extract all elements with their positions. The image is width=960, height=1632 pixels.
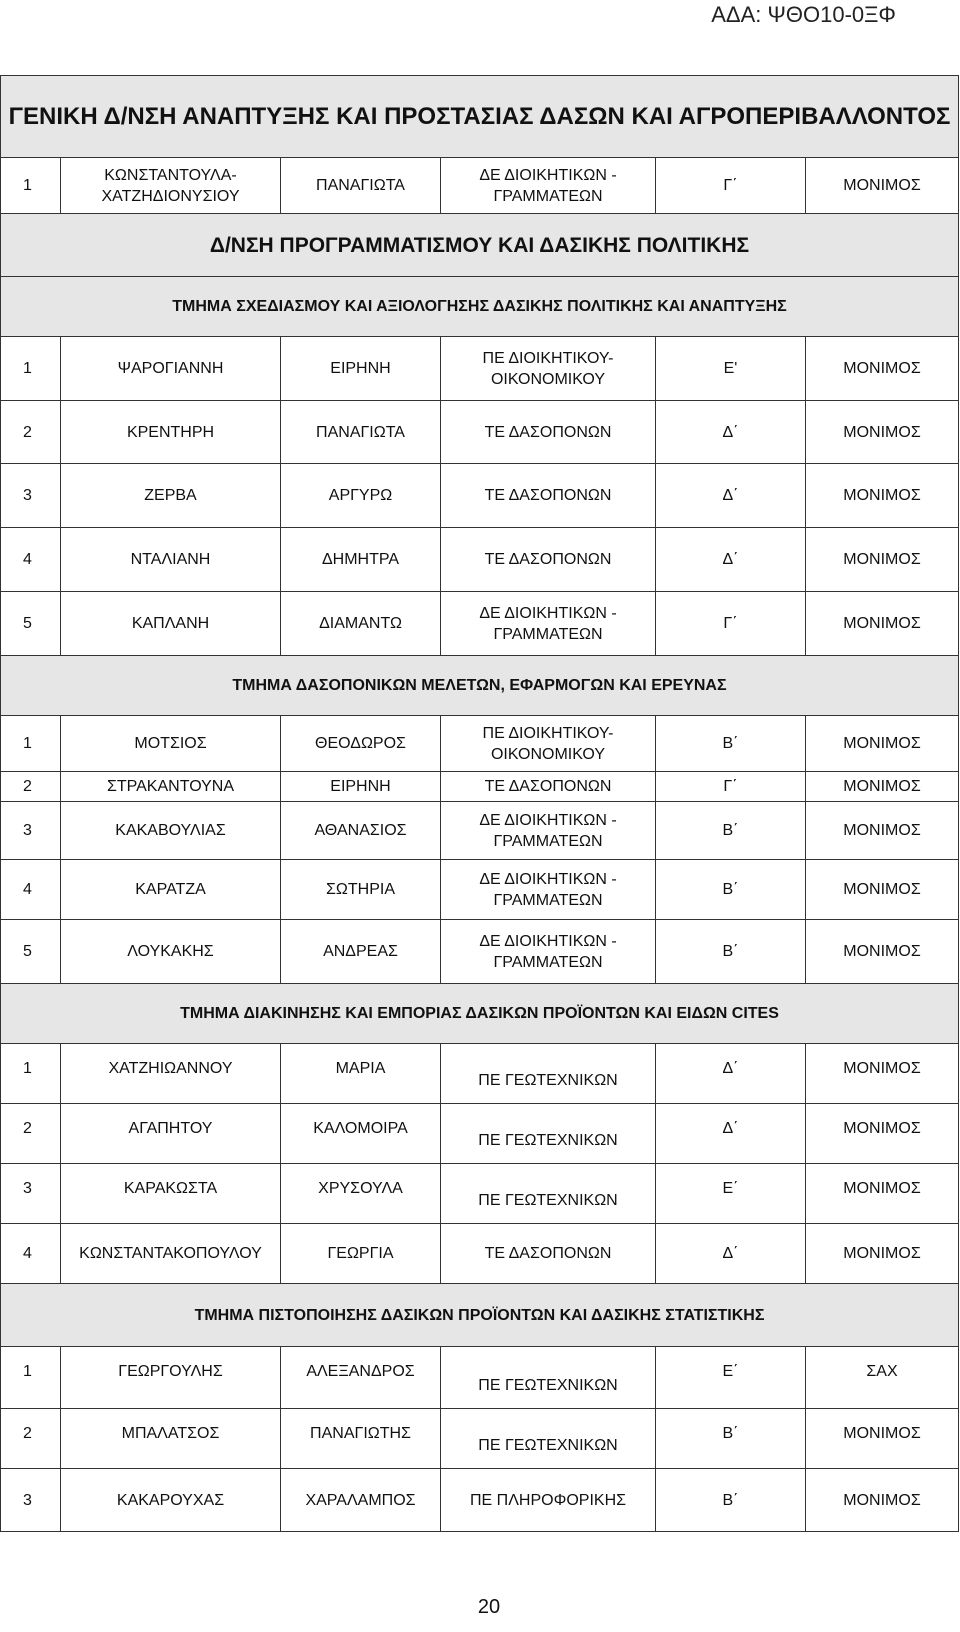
- cell-status: ΜΟΝΙΜΟΣ: [806, 772, 959, 802]
- cell-surname: ΧΑΤΖΗΙΩΑΝΝΟΥ: [61, 1044, 281, 1104]
- cell-name: ΧΡΥΣΟΥΛΑ: [281, 1164, 441, 1224]
- cell-grade: Δ΄: [656, 464, 806, 528]
- cell-num: 5: [1, 592, 61, 656]
- cell-num: 1: [1, 337, 61, 401]
- cell-name: ΑΘΑΝΑΣΙΟΣ: [281, 802, 441, 860]
- dept3-title-row: [1, 984, 959, 1044]
- table-row: [1, 802, 959, 860]
- cell-num: 1: [1, 1044, 61, 1104]
- cell-branch: ΠΕ ΓΕΩΤΕΧΝΙΚΩΝ: [441, 1347, 656, 1409]
- cell-status: ΜΟΝΙΜΟΣ: [806, 464, 959, 528]
- cell-branch: ΤΕ ΔΑΣΟΠΟΝΩΝ: [441, 1224, 656, 1284]
- dept1-title: ΤΜΗΜΑ ΣΧΕΔΙΑΣΜΟΥ ΚΑΙ ΑΞΙΟΛΟΓΗΣΗΣ ΔΑΣΙΚΗΣ ΠΟΛΙΤΙΚΗΣ ΚΑΙ ΑΝΑΠΤΥΞΗΣ: [1, 277, 959, 337]
- cell-num: 2: [1, 772, 61, 802]
- table-row: [1, 1164, 959, 1224]
- cell-grade: Γ΄: [656, 592, 806, 656]
- table-row: [1, 1044, 959, 1104]
- cell-surname: ΑΓΑΠΗΤΟΥ: [61, 1104, 281, 1164]
- table-row: [1, 528, 959, 592]
- dept2-title: ΤΜΗΜΑ ΔΑΣΟΠΟΝΙΚΩΝ ΜΕΛΕΤΩΝ, ΕΦΑΡΜΟΓΩΝ ΚΑΙ ΕΡΕΥΝΑΣ: [1, 656, 959, 716]
- cell-name: ΔΗΜΗΤΡΑ: [281, 528, 441, 592]
- cell-name: ΠΑΝΑΓΙΩΤΗΣ: [281, 1409, 441, 1469]
- cell-branch: ΔΕ ΔΙΟΙΚΗΤΙΚΩΝ - ΓΡΑΜΜΑΤΕΩΝ: [441, 158, 656, 214]
- cell-name: ΕΙΡΗΝΗ: [281, 772, 441, 802]
- cell-status: ΜΟΝΙΜΟΣ: [806, 1469, 959, 1532]
- dept4-title-row: [1, 1284, 959, 1347]
- cell-name: ΠΑΝΑΓΙΩΤΑ: [281, 401, 441, 464]
- cell-branch: ΔΕ ΔΙΟΙΚΗΤΙΚΩΝ - ΓΡΑΜΜΑΤΕΩΝ: [441, 802, 656, 860]
- cell-status: ΜΟΝΙΜΟΣ: [806, 920, 959, 984]
- table-row: [1, 860, 959, 920]
- cell-grade: Β΄: [656, 860, 806, 920]
- cell-status: ΜΟΝΙΜΟΣ: [806, 802, 959, 860]
- cell-surname: ΛΟΥΚΑΚΗΣ: [61, 920, 281, 984]
- cell-branch: ΠΕ ΠΛΗΡΟΦΟΡΙΚΗΣ: [441, 1469, 656, 1532]
- cell-surname: ΜΟΤΣΙΟΣ: [61, 716, 281, 772]
- cell-surname: ΚΑΚΑΡΟΥΧΑΣ: [61, 1469, 281, 1532]
- table-row: [1, 158, 959, 214]
- cell-status: ΜΟΝΙΜΟΣ: [806, 1044, 959, 1104]
- cell-num: 3: [1, 1469, 61, 1532]
- cell-status: ΜΟΝΙΜΟΣ: [806, 592, 959, 656]
- cell-num: 1: [1, 158, 61, 214]
- cell-name: ΑΡΓΥΡΩ: [281, 464, 441, 528]
- directorate-title-row: [1, 76, 959, 158]
- cell-surname: ΣΤΡΑΚΑΝΤΟΥΝΑ: [61, 772, 281, 802]
- cell-num: 3: [1, 802, 61, 860]
- cell-surname: ΨΑΡΟΓΙΑΝΝΗ: [61, 337, 281, 401]
- cell-branch: ΔΕ ΔΙΟΙΚΗΤΙΚΩΝ - ΓΡΑΜΜΑΤΕΩΝ: [441, 860, 656, 920]
- staff-table: [0, 75, 959, 1532]
- cell-surname: ΚΩΝΣΤΑΝΤΑΚΟΠΟΥΛΟΥ: [61, 1224, 281, 1284]
- cell-grade: Β΄: [656, 920, 806, 984]
- cell-branch: ΠΕ ΓΕΩΤΕΧΝΙΚΩΝ: [441, 1104, 656, 1164]
- directorate-title: ΓΕΝΙΚΗ Δ/ΝΣΗ ΑΝΑΠΤΥΞΗΣ ΚΑΙ ΠΡΟΣΤΑΣΙΑΣ ΔΑΣΩΝ ΚΑΙ ΑΓΡΟΠΕΡΙΒΑΛΛΟΝΤΟΣ: [1, 76, 959, 158]
- cell-num: 2: [1, 1409, 61, 1469]
- cell-status: ΜΟΝΙΜΟΣ: [806, 860, 959, 920]
- cell-name: ΔΙΑΜΑΝΤΩ: [281, 592, 441, 656]
- cell-name: ΣΩΤΗΡΙΑ: [281, 860, 441, 920]
- cell-branch: ΤΕ ΔΑΣΟΠΟΝΩΝ: [441, 464, 656, 528]
- table-row: [1, 1347, 959, 1409]
- table-row: [1, 337, 959, 401]
- cell-surname: ΚΩΝΣΤΑΝΤΟΥΛΑ-ΧΑΤΖΗΔΙΟΝΥΣΙΟΥ: [61, 158, 281, 214]
- cell-num: 2: [1, 1104, 61, 1164]
- cell-num: 4: [1, 1224, 61, 1284]
- cell-num: 1: [1, 1347, 61, 1409]
- cell-status: ΜΟΝΙΜΟΣ: [806, 1104, 959, 1164]
- cell-grade: Ε΄: [656, 1164, 806, 1224]
- cell-surname: ΓΕΩΡΓΟΥΛΗΣ: [61, 1347, 281, 1409]
- cell-num: 3: [1, 1164, 61, 1224]
- cell-surname: ΖΕΡΒΑ: [61, 464, 281, 528]
- table-row: [1, 1104, 959, 1164]
- table-row: [1, 1469, 959, 1532]
- cell-num: 3: [1, 464, 61, 528]
- cell-num: 2: [1, 401, 61, 464]
- cell-branch: ΤΕ ΔΑΣΟΠΟΝΩΝ: [441, 528, 656, 592]
- cell-status: ΜΟΝΙΜΟΣ: [806, 401, 959, 464]
- dept1-title-row: [1, 277, 959, 337]
- cell-branch: ΔΕ ΔΙΟΙΚΗΤΙΚΩΝ - ΓΡΑΜΜΑΤΕΩΝ: [441, 592, 656, 656]
- cell-num: 1: [1, 716, 61, 772]
- table-row: [1, 401, 959, 464]
- cell-name: ΧΑΡΑΛΑΜΠΟΣ: [281, 1469, 441, 1532]
- table-row: [1, 772, 959, 802]
- table-row: [1, 592, 959, 656]
- cell-status: ΜΟΝΙΜΟΣ: [806, 528, 959, 592]
- cell-grade: Δ΄: [656, 528, 806, 592]
- table-row: [1, 716, 959, 772]
- cell-name: ΚΑΛΟΜΟΙΡΑ: [281, 1104, 441, 1164]
- cell-status: ΜΟΝΙΜΟΣ: [806, 1409, 959, 1469]
- cell-grade: Δ΄: [656, 1044, 806, 1104]
- cell-status: ΜΟΝΙΜΟΣ: [806, 1164, 959, 1224]
- cell-name: ΑΛΕΞΑΝΔΡΟΣ: [281, 1347, 441, 1409]
- table-row: [1, 1409, 959, 1469]
- cell-name: ΑΝΔΡΕΑΣ: [281, 920, 441, 984]
- cell-grade: Γ΄: [656, 772, 806, 802]
- cell-surname: ΚΑΠΛΑΝΗ: [61, 592, 281, 656]
- sub-directorate-title: Δ/ΝΣΗ ΠΡΟΓΡΑΜΜΑΤΙΣΜΟΥ ΚΑΙ ΔΑΣΙΚΗΣ ΠΟΛΙΤΙΚΗΣ: [1, 214, 959, 277]
- cell-status: ΜΟΝΙΜΟΣ: [806, 1224, 959, 1284]
- cell-name: ΘΕΟΔΩΡΟΣ: [281, 716, 441, 772]
- dept2-title-row: [1, 656, 959, 716]
- cell-num: 5: [1, 920, 61, 984]
- sub-directorate-title-row: [1, 214, 959, 277]
- dept3-title: ΤΜΗΜΑ ΔΙΑΚΙΝΗΣΗΣ ΚΑΙ ΕΜΠΟΡΙΑΣ ΔΑΣΙΚΩΝ ΠΡΟΪΟΝΤΩΝ ΚΑΙ ΕΙΔΩΝ CITES: [1, 984, 959, 1044]
- staff-table-body: [1, 76, 959, 1532]
- dept4-title: ΤΜΗΜΑ ΠΙΣΤΟΠΟΙΗΣΗΣ ΔΑΣΙΚΩΝ ΠΡΟΪΟΝΤΩΝ ΚΑΙ ΔΑΣΙΚΗΣ ΣΤΑΤΙΣΤΙΚΗΣ: [1, 1284, 959, 1347]
- cell-branch: ΤΕ ΔΑΣΟΠΟΝΩΝ: [441, 772, 656, 802]
- cell-status: ΜΟΝΙΜΟΣ: [806, 158, 959, 214]
- cell-branch: ΠΕ ΔΙΟΙΚΗΤΙΚΟΥ-ΟΙΚΟΝΟΜΙΚΟΥ: [441, 716, 656, 772]
- cell-name: ΜΑΡΙΑ: [281, 1044, 441, 1104]
- cell-branch: ΠΕ ΔΙΟΙΚΗΤΙΚΟΥ-ΟΙΚΟΝΟΜΙΚΟΥ: [441, 337, 656, 401]
- cell-num: 4: [1, 860, 61, 920]
- cell-grade: Δ΄: [656, 1104, 806, 1164]
- cell-branch: ΠΕ ΓΕΩΤΕΧΝΙΚΩΝ: [441, 1044, 656, 1104]
- cell-grade: Ε΄: [656, 1347, 806, 1409]
- cell-branch: ΠΕ ΓΕΩΤΕΧΝΙΚΩΝ: [441, 1164, 656, 1224]
- cell-surname: ΚΑΚΑΒΟΥΛΙΑΣ: [61, 802, 281, 860]
- cell-grade: Ε': [656, 337, 806, 401]
- table-row: [1, 1224, 959, 1284]
- cell-grade: Β΄: [656, 802, 806, 860]
- cell-surname: ΚΑΡΑΤΖΑ: [61, 860, 281, 920]
- cell-surname: ΚΡΕΝΤΗΡΗ: [61, 401, 281, 464]
- cell-grade: Γ΄: [656, 158, 806, 214]
- ada-code: ΑΔΑ: ΨΘΟ10-0ΞΦ: [711, 2, 896, 27]
- cell-status: ΜΟΝΙΜΟΣ: [806, 716, 959, 772]
- cell-name: ΕΙΡΗΝΗ: [281, 337, 441, 401]
- cell-status: ΜΟΝΙΜΟΣ: [806, 337, 959, 401]
- page-number: 20: [477, 1596, 501, 1618]
- cell-surname: ΜΠΑΛΑΤΣΟΣ: [61, 1409, 281, 1469]
- cell-branch: ΤΕ ΔΑΣΟΠΟΝΩΝ: [441, 401, 656, 464]
- cell-surname: ΚΑΡΑΚΩΣΤΑ: [61, 1164, 281, 1224]
- cell-grade: Δ΄: [656, 1224, 806, 1284]
- cell-surname: ΝΤΑΛΙΑΝΗ: [61, 528, 281, 592]
- table-row: [1, 464, 959, 528]
- cell-status: ΣΑΧ: [806, 1347, 959, 1409]
- cell-branch: ΔΕ ΔΙΟΙΚΗΤΙΚΩΝ - ΓΡΑΜΜΑΤΕΩΝ: [441, 920, 656, 984]
- cell-num: 4: [1, 528, 61, 592]
- cell-grade: Β΄: [656, 1409, 806, 1469]
- cell-branch: ΠΕ ΓΕΩΤΕΧΝΙΚΩΝ: [441, 1409, 656, 1469]
- cell-name: ΓΕΩΡΓΙΑ: [281, 1224, 441, 1284]
- cell-name: ΠΑΝΑΓΙΩΤΑ: [281, 158, 441, 214]
- cell-grade: Β΄: [656, 716, 806, 772]
- table-row: [1, 920, 959, 984]
- cell-grade: Δ΄: [656, 401, 806, 464]
- cell-grade: Β΄: [656, 1469, 806, 1532]
